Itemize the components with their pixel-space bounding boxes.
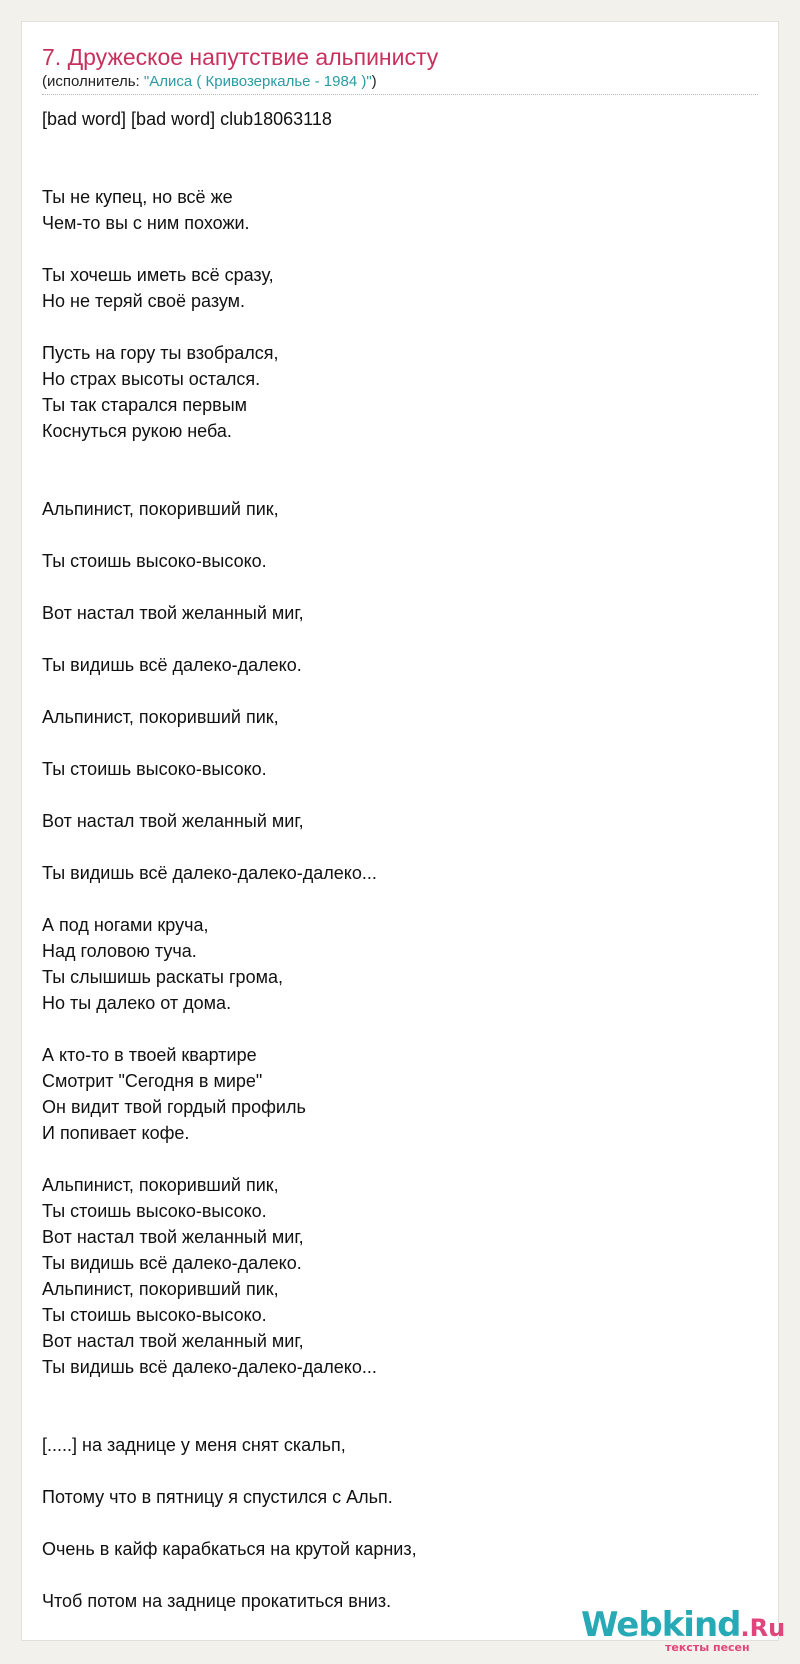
song-title: 7. Дружеское напутствие альпинисту [42, 44, 439, 70]
artist-suffix: ) [371, 73, 377, 90]
artist-link[interactable]: "Алиса ( Кривозеркалье - 1984 )" [143, 73, 372, 90]
lyrics-text: [bad word] [bad word] club18063118 Ты не купец, но всё же Чем-то вы с ним похожи. Ты хочешь иметь всё сразу, Но не теряй своё разум. Пусть на гору ты взобрался, Но страх высоты остался. Ты так старался первым Коснуться рукою неба. Альпинист, покоривший пик, Ты стоишь высоко-высоко. Вот настал твой желанный миг, Ты видишь всё далеко-далеко. Альпинист, покоривший пик, Ты стоишь высоко-высоко. Вот настал твой желанный миг, Ты видишь всё далеко-далеко-далеко... А под ногами круча, Над головою туча. Ты слышишь раскаты грома, Но ты далеко от дома. А кто-то в твоей квартире Смотрит "Сегодня в мире" Он видит твой гордый профиль И попивает кофе. Альпинист, покоривший пик, Ты стоишь высоко-высоко. Вот настал твой желанный миг, Ты видишь всё далеко-далеко. Альпинист, покоривший пик, Ты стоишь высоко-высоко. Вот настал твой желанный миг, Ты видишь всё далеко-далеко-далеко... [.....] на заднице у меня снят скальп, Потому что в пятницу я спустился с Альп. Очень в кайф карабкаться на крутой карниз, Чтоб потом на заднице прокатиться вниз. [42, 109, 417, 1611]
webkind-logo[interactable] [581, 1605, 786, 1661]
artist-line [42, 73, 377, 91]
logo-tld: .Ru [740, 1614, 786, 1642]
lyrics-page [21, 21, 786, 1654]
header-divider [42, 94, 758, 95]
artist-prefix: (исполнитель: [42, 73, 144, 90]
logo-name: Webkind [581, 1605, 741, 1645]
logo-tagline: тексты песен [665, 1641, 750, 1654]
